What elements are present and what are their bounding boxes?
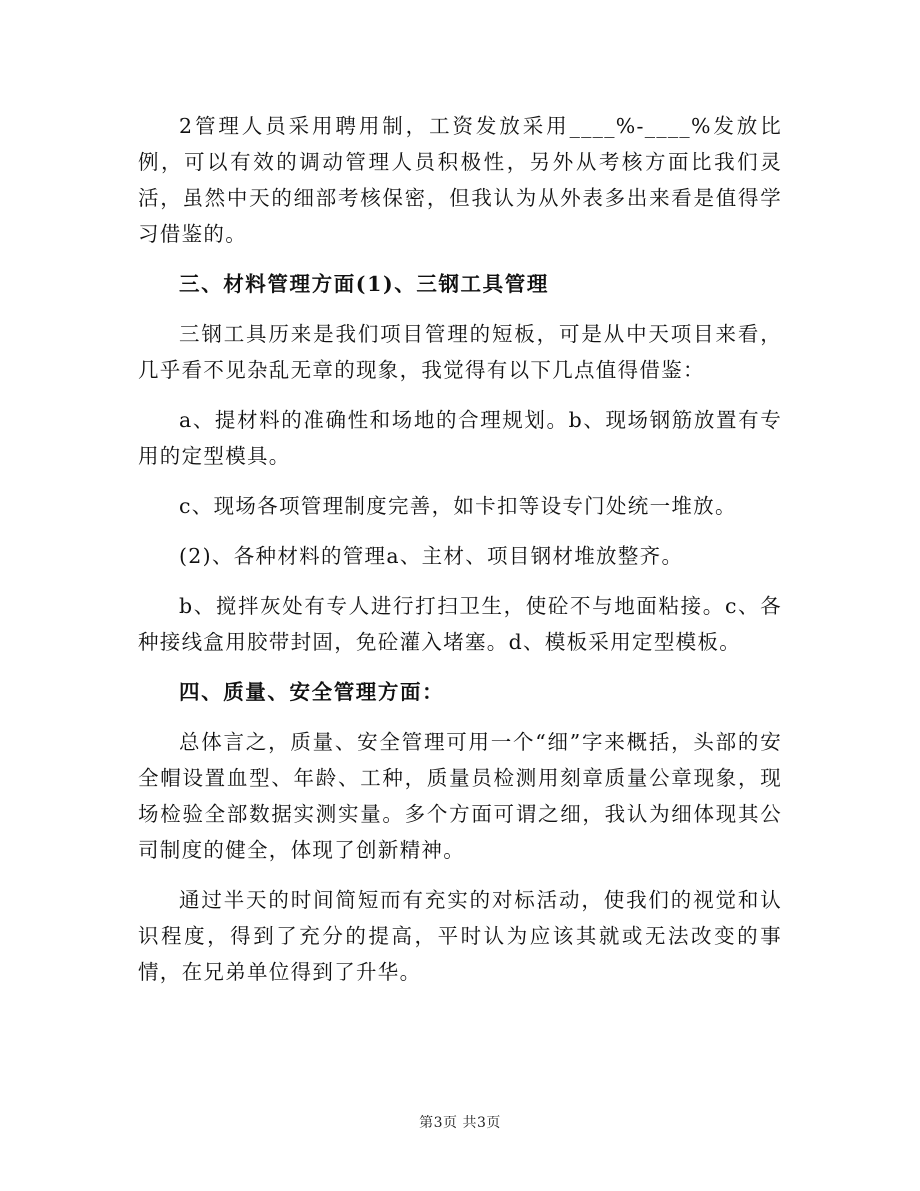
page-number-footer: 第3页 共3页 <box>419 1115 501 1131</box>
paragraph-points-b-c-d: b、搅拌灰处有专人进行打扫卫生，使砼不与地面粘接。c、各种接线盒用胶带封固，免砼灌入堵塞。d、模板采用定型模板。 <box>138 594 782 654</box>
paragraph-point-a-b: a、提材料的准确性和场地的合理规划。b、现场钢筋放置有专用的定型模具。 <box>138 408 782 468</box>
paragraph-tools-intro: 三钢工具历来是我们项目管理的短板，可是从中天项目来看，几乎看不见杂乱无章的现象，我觉得有以下几点值得借鉴： <box>138 322 782 382</box>
paragraph-conclusion: 通过半天的时间简短而有充实的对标活动，使我们的视觉和认识程度，得到了充分的提高，平时认为应该其就或无法改变的事情，在兄弟单位得到了升华。 <box>138 888 782 984</box>
heading-quality-safety: 四、质量、安全管理方面： <box>179 680 445 704</box>
document-body <box>138 108 782 1004</box>
heading-material-management: 三、材料管理方面(1)、三钢工具管理 <box>179 272 549 296</box>
paragraph-salary-system: 2管理人员采用聘用制，工资发放采用____%-____%发放比例，可以有效的调动管理人员积极性，另外从考核方面比我们灵活，虽然中天的细部考核保密，但我认为从外表多出来看是值得学习借鉴的。 <box>138 114 782 246</box>
paragraph-point-c: c、现场各项管理制度完善，如卡扣等设专门处统一堆放。 <box>179 494 737 518</box>
paragraph-quality-summary: 总体言之，质量、安全管理可用一个“细”字来概括，头部的安全帽设置血型、年龄、工种，质量员检测用刻章质量公章现象，现场检验全部数据实测实量。多个方面可谓之细，我认为细体现其公司制度的健全，体现了创新精神。 <box>138 730 782 862</box>
paragraph-materials-management: (2)、各种材料的管理a、主材、项目钢材堆放整齐。 <box>179 544 684 568</box>
